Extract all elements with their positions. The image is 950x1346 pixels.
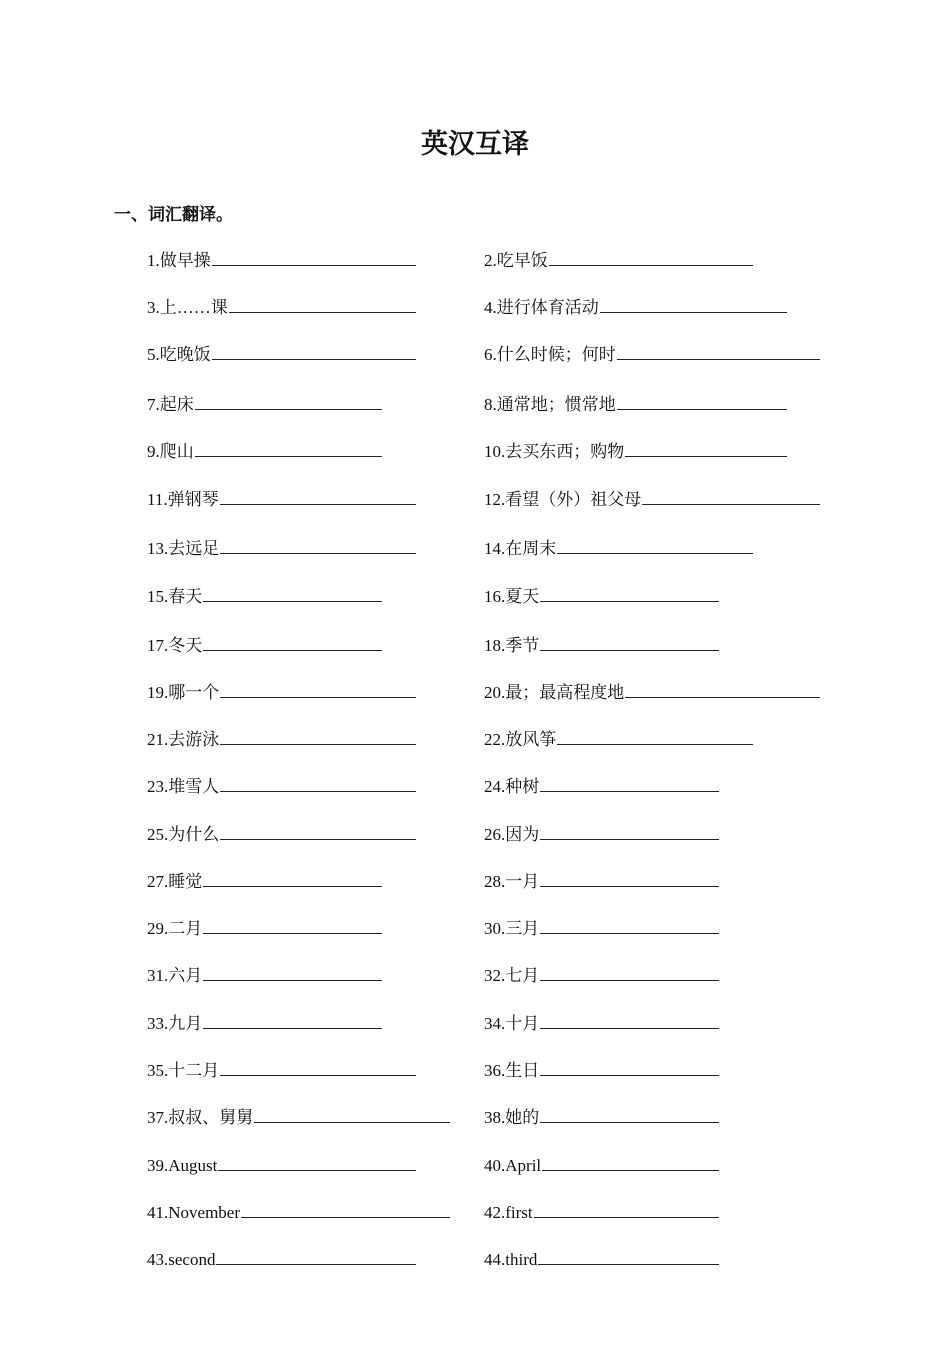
vocab-item — [484, 679, 820, 704]
answer-blank[interactable] — [542, 1152, 719, 1171]
vocab-item — [484, 632, 719, 657]
answer-blank[interactable] — [220, 679, 416, 698]
answer-blank[interactable] — [534, 1199, 719, 1218]
vocab-item — [484, 915, 719, 940]
section-heading: 一、词汇翻译。 — [114, 205, 233, 225]
vocab-item — [147, 247, 416, 272]
answer-blank[interactable] — [642, 486, 820, 505]
vocab-prompt: 13.去远足 — [147, 539, 220, 558]
vocab-prompt: 7.起床 — [147, 395, 194, 414]
answer-blank[interactable] — [220, 773, 416, 792]
vocab-prompt: 34.十月 — [484, 1014, 540, 1033]
vocab-item — [484, 1152, 719, 1177]
vocab-item — [147, 1010, 382, 1035]
vocab-prompt: 41.November — [147, 1203, 241, 1222]
vocab-item — [147, 632, 382, 657]
vocab-prompt: 18.季节 — [484, 636, 540, 655]
answer-blank[interactable] — [212, 247, 416, 266]
answer-blank[interactable] — [195, 438, 382, 457]
vocab-item — [484, 438, 787, 463]
page-title: 英汉互译 — [421, 129, 529, 160]
answer-blank[interactable] — [195, 391, 382, 410]
answer-blank[interactable] — [254, 1104, 450, 1123]
vocab-prompt: 36.生日 — [484, 1061, 540, 1080]
answer-blank[interactable] — [540, 868, 719, 887]
vocab-item — [484, 1246, 719, 1271]
vocab-prompt: 43.second — [147, 1250, 216, 1269]
vocab-item — [484, 726, 753, 751]
answer-blank[interactable] — [617, 341, 820, 360]
vocab-item — [147, 1104, 450, 1129]
vocab-prompt: 9.爬山 — [147, 442, 194, 461]
vocab-item — [484, 962, 719, 987]
vocab-prompt: 20.最；最高程度地 — [484, 683, 625, 702]
vocab-item — [147, 1199, 450, 1224]
vocab-prompt: 28.一月 — [484, 872, 540, 891]
vocab-prompt: 29.二月 — [147, 919, 203, 938]
answer-blank[interactable] — [600, 294, 787, 313]
answer-blank[interactable] — [218, 1152, 416, 1171]
vocab-prompt: 15.春天 — [147, 587, 203, 606]
vocab-item — [147, 1057, 416, 1082]
vocab-item — [484, 1057, 719, 1082]
answer-blank[interactable] — [203, 868, 382, 887]
answer-blank[interactable] — [625, 679, 820, 698]
vocab-prompt: 25.为什么 — [147, 825, 220, 844]
answer-blank[interactable] — [212, 341, 416, 360]
answer-blank[interactable] — [220, 535, 416, 554]
vocab-prompt: 35.十二月 — [147, 1061, 220, 1080]
vocab-prompt: 30.三月 — [484, 919, 540, 938]
vocab-item — [147, 962, 382, 987]
vocab-item — [484, 486, 820, 511]
vocab-item — [147, 486, 416, 511]
answer-blank[interactable] — [203, 915, 382, 934]
vocab-item — [484, 821, 719, 846]
answer-blank[interactable] — [216, 1246, 416, 1265]
answer-blank[interactable] — [241, 1199, 450, 1218]
vocab-prompt: 22.放风筝 — [484, 730, 557, 749]
answer-blank[interactable] — [540, 583, 719, 602]
vocab-prompt: 5.吃晚饭 — [147, 345, 211, 364]
vocab-prompt: 21.去游泳 — [147, 730, 220, 749]
vocab-item — [147, 679, 416, 704]
answer-blank[interactable] — [540, 1010, 719, 1029]
vocab-prompt: 10.去买东西；购物 — [484, 442, 625, 461]
vocab-prompt: 39.August — [147, 1156, 218, 1175]
answer-blank[interactable] — [220, 1057, 416, 1076]
vocab-item — [147, 821, 416, 846]
vocab-item — [484, 868, 719, 893]
answer-blank[interactable] — [220, 726, 416, 745]
answer-blank[interactable] — [540, 773, 719, 792]
answer-blank[interactable] — [538, 1246, 719, 1265]
vocab-prompt: 17.冬天 — [147, 636, 203, 655]
answer-blank[interactable] — [540, 962, 719, 981]
vocab-prompt: 14.在周末 — [484, 539, 557, 558]
answer-blank[interactable] — [220, 821, 416, 840]
vocab-item — [484, 1010, 719, 1035]
answer-blank[interactable] — [540, 915, 719, 934]
vocab-prompt: 31.六月 — [147, 966, 203, 985]
vocab-item — [484, 294, 787, 319]
answer-blank[interactable] — [540, 632, 719, 651]
vocab-item — [147, 1246, 416, 1271]
vocab-item — [147, 583, 382, 608]
vocab-item — [484, 1104, 719, 1129]
vocab-prompt: 6.什么时候；何时 — [484, 345, 616, 364]
answer-blank[interactable] — [625, 438, 787, 457]
vocab-item — [484, 1199, 719, 1224]
vocab-item — [147, 535, 416, 560]
answer-blank[interactable] — [557, 726, 753, 745]
answer-blank[interactable] — [540, 1057, 719, 1076]
vocab-prompt: 24.种树 — [484, 777, 540, 796]
vocab-prompt: 2.吃早饭 — [484, 251, 548, 270]
vocab-item — [147, 726, 416, 751]
vocab-prompt: 23.堆雪人 — [147, 777, 220, 796]
vocab-item — [147, 391, 382, 416]
vocab-prompt: 32.七月 — [484, 966, 540, 985]
vocab-prompt: 38.她的 — [484, 1108, 540, 1127]
answer-blank[interactable] — [229, 294, 416, 313]
vocab-prompt: 40.April — [484, 1156, 542, 1175]
answer-blank[interactable] — [540, 821, 719, 840]
vocab-item — [147, 773, 416, 798]
answer-blank[interactable] — [203, 962, 382, 981]
vocab-prompt: 1.做早操 — [147, 251, 211, 270]
vocab-prompt: 42.first — [484, 1203, 533, 1222]
vocab-item — [147, 294, 416, 319]
vocab-prompt: 16.夏天 — [484, 587, 540, 606]
vocab-prompt: 4.进行体育活动 — [484, 298, 599, 317]
vocab-item — [484, 391, 787, 416]
vocab-prompt: 12.看望（外）祖父母 — [484, 490, 642, 509]
vocab-item — [147, 341, 416, 366]
vocab-item — [484, 535, 753, 560]
vocab-item — [484, 341, 820, 366]
vocab-prompt: 19.哪一个 — [147, 683, 220, 702]
vocab-item — [147, 438, 382, 463]
answer-blank[interactable] — [549, 247, 753, 266]
vocab-prompt: 11.弹钢琴 — [147, 490, 219, 509]
vocab-item — [147, 915, 382, 940]
vocab-prompt: 8.通常地；惯常地 — [484, 395, 616, 414]
vocab-item — [484, 773, 719, 798]
answer-blank[interactable] — [540, 1104, 719, 1123]
answer-blank[interactable] — [203, 632, 382, 651]
vocab-item — [484, 583, 719, 608]
vocab-item — [147, 1152, 416, 1177]
vocab-item — [484, 247, 753, 272]
vocab-prompt: 44.third — [484, 1250, 538, 1269]
vocab-prompt: 33.九月 — [147, 1014, 203, 1033]
vocab-prompt: 3.上……课 — [147, 298, 228, 317]
vocab-item — [147, 868, 382, 893]
vocab-prompt: 37.叔叔、舅舅 — [147, 1108, 254, 1127]
answer-blank[interactable] — [203, 1010, 382, 1029]
answer-blank[interactable] — [203, 583, 382, 602]
vocab-prompt: 26.因为 — [484, 825, 540, 844]
answer-blank[interactable] — [617, 391, 787, 410]
answer-blank[interactable] — [557, 535, 753, 554]
vocab-prompt: 27.睡觉 — [147, 872, 203, 891]
answer-blank[interactable] — [220, 486, 416, 505]
